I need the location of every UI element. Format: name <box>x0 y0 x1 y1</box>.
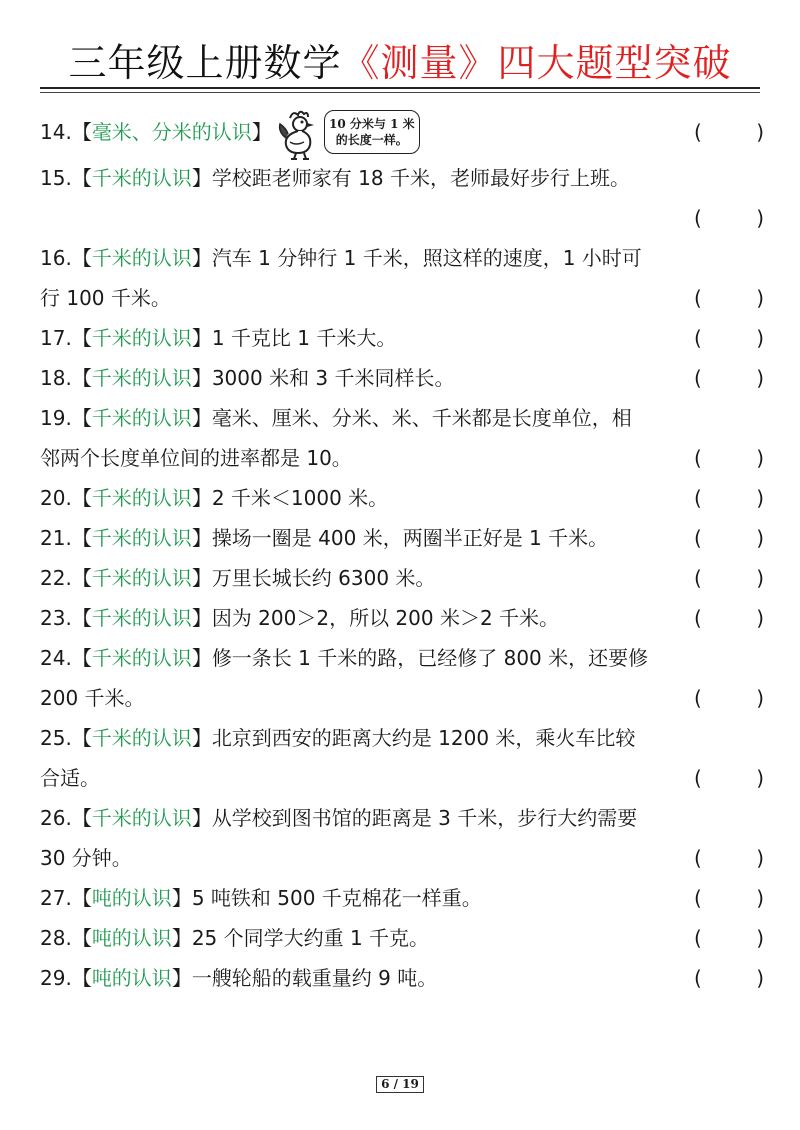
title-main: 三年级上册数学 <box>68 41 342 85</box>
question-text: 从学校到图书馆的距离是 3 千米，步行大约需要 <box>211 806 638 830</box>
question-tag: 【千米的认识】 <box>71 646 212 670</box>
question-text: 1 千克比 1 千米大。 <box>211 326 397 350</box>
title-highlight: 《测量》四大题型突破 <box>341 41 732 85</box>
question-item <box>40 558 764 598</box>
page-footer <box>0 1076 800 1093</box>
question-number: 19. <box>40 406 72 430</box>
question-tag: 【千米的认识】 <box>71 166 212 190</box>
question-text: 毫米、厘米、分米、米、千米都是长度单位，相 <box>211 406 632 430</box>
question-tag: 【千米的认识】 <box>71 246 212 270</box>
answer-blank[interactable]: ( ) <box>694 566 764 590</box>
question-text: 修一条长 1 千米的路，已经修了 800 米，还要修 <box>211 646 649 670</box>
question-item <box>40 798 764 878</box>
answer-blank[interactable]: ( ) <box>694 766 764 790</box>
question-tag: 【千米的认识】 <box>71 726 212 750</box>
question-text-continued: 行 100 千米。 <box>40 286 171 310</box>
question-text: 因为 200＞2，所以 200 米＞2 千米。 <box>211 606 560 630</box>
question-list <box>40 112 764 998</box>
page-number: 6 / 19 <box>376 1076 424 1093</box>
question-number: 21. <box>40 526 72 550</box>
question-text: 一艘轮船的载重量约 9 吨。 <box>191 966 438 990</box>
rooster-icon <box>276 108 326 160</box>
question-tag: 【千米的认识】 <box>71 566 212 590</box>
question-item <box>40 358 764 398</box>
question-tag: 【千米的认识】 <box>71 486 212 510</box>
answer-blank[interactable]: ( ) <box>694 846 764 870</box>
question-number: 29. <box>40 966 72 990</box>
question-text: 万里长城长约 6300 米。 <box>211 566 436 590</box>
question-number: 23. <box>40 606 72 630</box>
question-item <box>40 318 764 358</box>
question-number: 15. <box>40 166 72 190</box>
answer-blank[interactable]: ( ) <box>694 366 764 390</box>
question-text: 5 吨铁和 500 千克棉花一样重。 <box>191 886 482 910</box>
question-number: 28. <box>40 926 72 950</box>
answer-blank[interactable]: ( ) <box>694 326 764 350</box>
question-tag: 【千米的认识】 <box>71 326 212 350</box>
question-item <box>40 398 764 478</box>
question-item <box>40 518 764 558</box>
question-number: 17. <box>40 326 72 350</box>
answer-blank[interactable]: ( ) <box>694 886 764 910</box>
question-tag: 【千米的认识】 <box>71 526 212 550</box>
answer-blank[interactable]: ( ) <box>694 686 764 710</box>
page-title <box>40 38 760 88</box>
question-text-continued: 30 分钟。 <box>40 846 132 870</box>
question-tag: 【吨的认识】 <box>71 926 192 950</box>
answer-blank[interactable]: ( ) <box>694 206 764 230</box>
answer-blank[interactable]: ( ) <box>694 486 764 510</box>
answer-blank[interactable]: ( ) <box>694 286 764 310</box>
answer-blank[interactable]: ( ) <box>694 526 764 550</box>
answer-blank[interactable]: ( ) <box>694 120 764 144</box>
question-tag: 【千米的认识】 <box>71 606 212 630</box>
question-tag: 【吨的认识】 <box>71 966 192 990</box>
question-number: 22. <box>40 566 72 590</box>
question-text-continued: 合适。 <box>40 766 100 790</box>
rooster-illustration <box>276 114 454 154</box>
answer-blank[interactable]: ( ) <box>694 446 764 470</box>
question-text: 汽车 1 分钟行 1 千米，照这样的速度，1 小时可 <box>211 246 642 270</box>
question-tag: 【毫米、分米的认识】 <box>71 120 272 144</box>
question-text: 学校距老师家有 18 千米，老师最好步行上班。 <box>211 166 630 190</box>
question-tag: 【千米的认识】 <box>71 366 212 390</box>
question-item <box>40 112 764 152</box>
question-number: 26. <box>40 806 72 830</box>
question-text: 25 个同学大约重 1 千克。 <box>191 926 430 950</box>
header-rule-thin <box>40 92 760 93</box>
question-number: 14. <box>40 120 72 144</box>
question-tag: 【吨的认识】 <box>71 886 192 910</box>
question-text-continued: 200 千米。 <box>40 686 145 710</box>
question-item <box>40 878 764 918</box>
header-rule-thick <box>40 87 760 89</box>
question-text: 操场一圈是 400 米，两圈半正好是 1 千米。 <box>211 526 609 550</box>
answer-blank[interactable]: ( ) <box>694 606 764 630</box>
question-number: 27. <box>40 886 72 910</box>
question-text-continued: 邻两个长度单位间的进率都是 10。 <box>40 446 352 470</box>
question-item <box>40 598 764 638</box>
question-item <box>40 918 764 958</box>
question-text: 2 千米＜1000 米。 <box>211 486 389 510</box>
question-item <box>40 478 764 518</box>
question-number: 16. <box>40 246 72 270</box>
question-item <box>40 718 764 798</box>
question-number: 24. <box>40 646 72 670</box>
question-item <box>40 958 764 998</box>
question-number: 25. <box>40 726 72 750</box>
question-item <box>40 638 764 718</box>
question-item <box>40 158 764 238</box>
question-text: 3000 米和 3 千米同样长。 <box>211 366 455 390</box>
question-number: 20. <box>40 486 72 510</box>
answer-blank[interactable]: ( ) <box>694 966 764 990</box>
question-text: 北京到西安的距离大约是 1200 米，乘火车比较 <box>211 726 636 750</box>
question-number: 18. <box>40 366 72 390</box>
question-tag: 【千米的认识】 <box>71 406 212 430</box>
question-item <box>40 238 764 318</box>
page-header <box>40 38 760 92</box>
question-tag: 【千米的认识】 <box>71 806 212 830</box>
speech-bubble: 10 分米与 1 米 的长度一样。 <box>324 110 420 154</box>
answer-blank[interactable]: ( ) <box>694 926 764 950</box>
